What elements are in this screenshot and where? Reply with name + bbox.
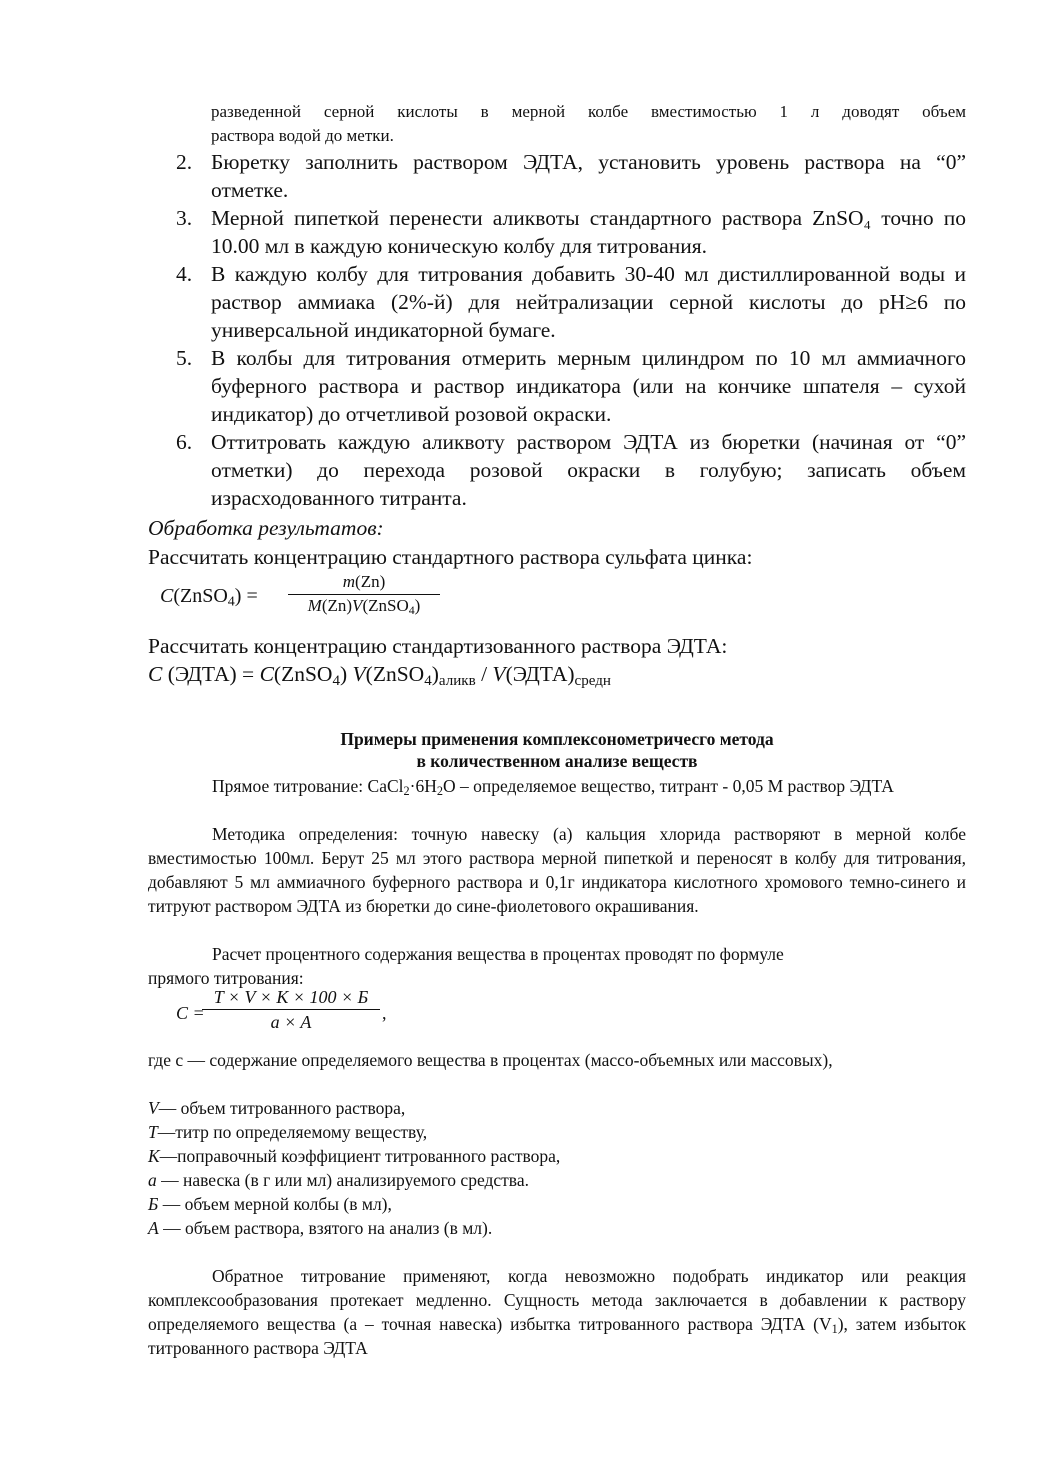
formula-lhs: C =: [176, 1003, 205, 1023]
formula-fraction: [202, 987, 380, 1033]
formula-legend: [148, 1096, 966, 1240]
step-text: Оттитровать каждую аликвоту раствором ЭДТА из бюретки (начиная от “0” отметки) до перехода розовой окраски в голубую; записать объем израсходованного титранта.: [211, 430, 966, 510]
step-1-continuation: [211, 100, 966, 148]
list-item: [176, 260, 966, 344]
formula-denominator: a × A: [270, 1012, 312, 1032]
list-item: [176, 148, 966, 204]
legend-item: Т—титр по определяемому веществу,: [148, 1122, 428, 1142]
formula-lhs: C(ZnSO$_4$) =: [160, 585, 258, 610]
edta-concentration-formula: C (ЭДТА) = C(ZnSO$_4$) $V(ZnSO_4)_{аликв}$ / $V(ЭДТА)_{средн}$: [148, 662, 611, 689]
text-line: раствора водой до метки.: [211, 126, 394, 145]
method-paragraph: Методика определения: точную навеску (а) кальция хлорида растворяют в мерной колбе вместимостью 100мл. Берут 25 мл этого раствора мерной пипеткой и переносят в колбу для титрования, добавляют 5 мл аммиачного буферного раствора и 0,1г индикатора кислотного хромового темно-синего и титруют раствором ЭДТА из бюретки до сине-фиолетового окрашивания.: [148, 824, 966, 916]
section-heading: Примеры применения комплексонометричесго метода в количественном анализе веществ: [340, 729, 774, 771]
step-number: 4.: [176, 262, 193, 286]
where-paragraph: где с — содержание определяемого вещества в процентах (массо-объемных или массовых),: [148, 1050, 833, 1070]
legend-item: К—поправочный коэффициент титрованного раствора,: [148, 1146, 561, 1166]
legend-item: V— объем титрованного раствора,: [148, 1098, 406, 1118]
list-item: [176, 428, 966, 512]
list-item: [176, 204, 966, 260]
formula-numerator: T × V × K × 100 × Б: [213, 987, 369, 1007]
step-text: В колбы для титрования отмерить мерным цилиндром по 10 мл аммиачного буферного раствора и раствор индикатора (или на кончике шпателя – сухой индикатор) до отчетливой розовой окраски.: [211, 346, 966, 426]
back-titration-paragraph: Обратное титрование применяют, когда невозможно подобрать индикатор или реакция комплексообразования протекает медленно. Сущность метода заключается в добавлении к раствору определяемого вещества (а – точная навеска) избытка титрованного раствора ЭДТА $(V_1)$, затем избыток титрованного раствора ЭДТА: [148, 1266, 966, 1358]
legend-item: Б — объем мерной колбы (в мл),: [148, 1194, 392, 1214]
fraction-bar: [288, 594, 440, 595]
legend-item: А — объем раствора, взятого на анализ (в мл).: [148, 1218, 493, 1238]
list-item: [176, 344, 966, 428]
step-number: 6.: [176, 430, 193, 454]
step-text: Бюретку заполнить раствором ЭДТА, установить уровень раствора на “0” отметке.: [211, 150, 966, 202]
processing-title: Обработка результатов:: [148, 516, 384, 540]
percent-content-formula: [172, 985, 392, 1043]
step-number: 3.: [176, 206, 193, 230]
step-text: В каждую колбу для титрования добавить 30-40 мл дистиллированной воды и раствор аммиака (2%-й) для нейтрализации серной кислоты до pH≥6 по универсальной индикаторной бумаге.: [211, 262, 966, 342]
legend-item: а — навеска (в г или мл) анализируемого средства.: [148, 1170, 529, 1190]
formula-denominator: M(Zn)V(ZnSO$_4$): [307, 596, 421, 617]
fraction-bar: [202, 1009, 380, 1010]
step-number: 2.: [176, 150, 193, 174]
formula-fraction: [288, 572, 440, 616]
formula-numerator: m(Zn): [342, 572, 386, 591]
calc-instruction-1: Рассчитать концентрацию стандартного раствора сульфата цинка:: [148, 545, 753, 569]
step-text: Мерной пипеткой перенести аликвоты стандартного раствора ZnSO₄ точно по 10.00 мл в каждую коническую колбу для титрования.: [211, 206, 966, 258]
calc-instruction-2: Рассчитать концентрацию стандартизованного раствора ЭДТА:: [148, 634, 728, 658]
step-number: 5.: [176, 346, 193, 370]
calc-paragraph: Расчет процентного содержания вещества в процентах проводят по формуле прямого титрования:: [148, 944, 784, 988]
procedure-steps: [176, 148, 966, 512]
direct-titration-paragraph: Прямое титрование: $CaCl_2\cdot 6H_2O$ – определяемое вещество, титрант - 0,05 М раствор ЭДТА: [212, 776, 894, 799]
formula-comma: ,: [382, 1003, 387, 1023]
zinc-concentration-formula: [160, 572, 460, 625]
text-line: разведенной серной кислоты в мерной колбе вместимостью 1 л доводят объем: [211, 102, 966, 121]
